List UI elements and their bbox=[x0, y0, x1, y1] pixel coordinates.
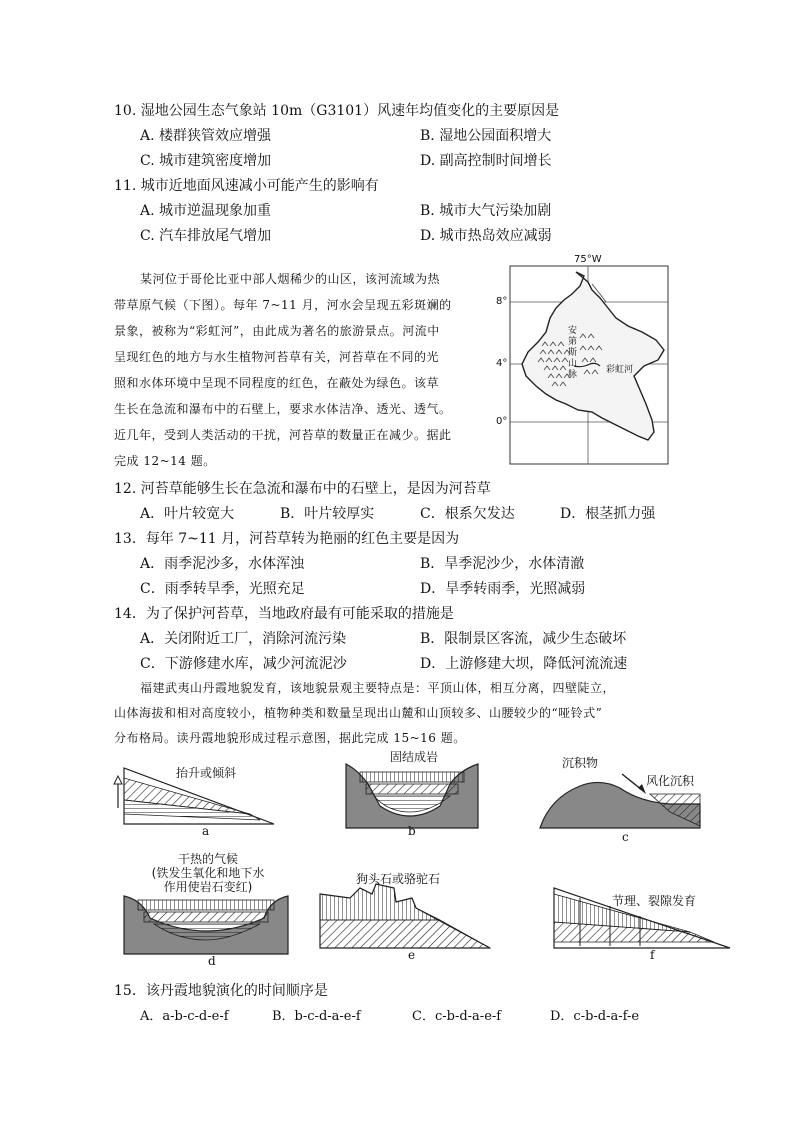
passage1-line: 呈现红色的地方与水生植物河苔草有关，河苔草在不同的光 bbox=[114, 350, 440, 364]
q14-stem: 14．为了保护河苔草，当地政府最有可能采取的措施是 bbox=[114, 606, 454, 622]
panel-f-label: 节理、裂隙发育 bbox=[612, 894, 697, 908]
q13-option-d[interactable]: D．旱季转雨季，光照减弱 bbox=[420, 581, 586, 597]
panel-f-letter: f bbox=[650, 948, 655, 962]
panel-b-figure bbox=[346, 764, 478, 828]
panel-b-letter: b bbox=[408, 824, 416, 838]
q11-option-d[interactable]: D. 城市热岛效应减弱 bbox=[420, 228, 552, 244]
q10-option-b[interactable]: B. 湿地公园面积增大 bbox=[420, 128, 552, 144]
panel-d-letter: d bbox=[208, 954, 216, 968]
q15-option-b[interactable]: B．b-c-d-a-e-f bbox=[272, 1009, 361, 1024]
q11-option-c[interactable]: C. 汽车排放尾气增加 bbox=[140, 228, 272, 244]
passage1-line: 完成 12~14 题。 bbox=[114, 454, 216, 468]
q13-option-c[interactable]: C．雨季转旱季，光照充足 bbox=[140, 581, 305, 597]
passage1-line: 生长在急流和瀑布中的石壁上，要求水体洁净、透光、透气。 bbox=[114, 402, 452, 416]
panel-a-letter: a bbox=[202, 824, 210, 838]
panel-a-label: 抬升或倾斜 bbox=[176, 766, 237, 780]
q10-option-a[interactable]: A. 楼群狭管效应增强 bbox=[140, 128, 272, 144]
q10-stem: 10. 湿地公园生态气象站 10m（G3101）风速年均值变化的主要原因是 bbox=[114, 103, 560, 119]
passage1-line: 近几年，受到人类活动的干扰，河苔草的数量正在减少。据此 bbox=[114, 428, 452, 442]
passage2-line: 分布格局。读丹霞地貌形成过程示意图，据此完成 15~16 题。 bbox=[114, 731, 466, 745]
lat-label-8: 8° bbox=[496, 296, 508, 307]
mountain-label: 安 第 斯 山 脉 bbox=[568, 326, 578, 380]
panel-d-figure bbox=[124, 896, 288, 954]
q10-option-c[interactable]: C. 城市建筑密度增加 bbox=[140, 153, 272, 169]
lat-label-4: 4° bbox=[496, 358, 508, 369]
panel-c-label: 沉积物 bbox=[562, 756, 599, 770]
passage1-line: 景象，被称为“彩虹河”，由此成为著名的旅游景点。河流中 bbox=[114, 324, 440, 338]
q15-option-d[interactable]: D．c-b-d-a-f-e bbox=[550, 1009, 640, 1024]
q12-option-b[interactable]: B．叶片较厚实 bbox=[280, 506, 375, 522]
q14-option-a[interactable]: A．关闭附近工厂，消除河流污染 bbox=[140, 631, 347, 647]
q12-option-a[interactable]: A．叶片较宽大 bbox=[140, 506, 235, 522]
panel-e-letter: e bbox=[408, 948, 416, 962]
panel-c-letter: c bbox=[622, 830, 629, 844]
passage2-line: 山体海拔和相对高度较小，植物种类和数量呈现出山麓和山顶较多、山腰较少的“哑铃式” bbox=[114, 706, 603, 720]
q12-stem: 12. 河苔草能够生长在急流和瀑布中的石壁上，是因为河苔草 bbox=[114, 481, 491, 497]
passage1-line: 某河位于哥伦比亚中部人烟稀少的山区，该河流域为热 bbox=[140, 272, 441, 286]
q14-option-c[interactable]: C．下游修建水库，减少河流泥沙 bbox=[140, 656, 347, 672]
q12-option-c[interactable]: C．根系欠发达 bbox=[420, 506, 515, 522]
passage1-line: 照和水体环境中呈现不同程度的红色，在蔽处为绿色。该草 bbox=[114, 376, 440, 390]
q14-option-b[interactable]: B．限制景区客流，减少生态破坏 bbox=[420, 631, 627, 647]
passage1-line: 带草原气候（下图）。每年 7~11 月，河水会呈现五彩斑斓的 bbox=[114, 298, 452, 312]
q10-option-d[interactable]: D. 副高控制时间增长 bbox=[420, 153, 552, 169]
lat-label-0: 0° bbox=[496, 416, 508, 427]
q13-option-a[interactable]: A．雨季泥沙多，水体浑浊 bbox=[140, 556, 305, 572]
q11-option-b[interactable]: B. 城市大气污染加剧 bbox=[420, 203, 552, 219]
q14-option-d[interactable]: D．上游修建大坝，降低河流流速 bbox=[420, 656, 628, 672]
q15-stem: 15．该丹霞地貌演化的时间顺序是 bbox=[114, 983, 328, 999]
panel-e-label: 狗头石或骆驼石 bbox=[356, 872, 441, 886]
q15-option-a[interactable]: A．a-b-c-d-e-f bbox=[140, 1009, 229, 1024]
danxia-diagram bbox=[110, 748, 750, 974]
q15-option-c[interactable]: C．c-b-d-a-e-f bbox=[412, 1009, 502, 1024]
q13-stem: 13．每年 7~11 月，河苔草转为艳丽的红色主要是因为 bbox=[114, 531, 460, 547]
panel-e-figure bbox=[320, 884, 490, 948]
lon-label: 75°W bbox=[574, 254, 602, 265]
colombia-map bbox=[488, 254, 672, 468]
panel-d-label: 干热的气候 (铁发生氧化和地下水 作用使岩石变红) bbox=[151, 852, 265, 894]
panel-c-label2: 风化沉积 bbox=[646, 774, 695, 788]
q13-option-b[interactable]: B．旱季泥沙少，水体清澈 bbox=[420, 556, 585, 572]
passage2-line: 福建武夷山丹霞地貌发育，该地貌景观主要特点是：平顶山体，相互分离，四壁陡立， bbox=[140, 681, 616, 695]
q11-option-a[interactable]: A. 城市逆温现象加重 bbox=[140, 203, 272, 219]
q11-stem: 11. 城市近地面风速减小可能产生的影响有 bbox=[114, 178, 379, 194]
panel-b-label: 固结成岩 bbox=[390, 750, 439, 764]
river-label: 彩虹河 bbox=[606, 365, 634, 375]
q12-option-d[interactable]: D．根茎抓力强 bbox=[560, 506, 656, 522]
